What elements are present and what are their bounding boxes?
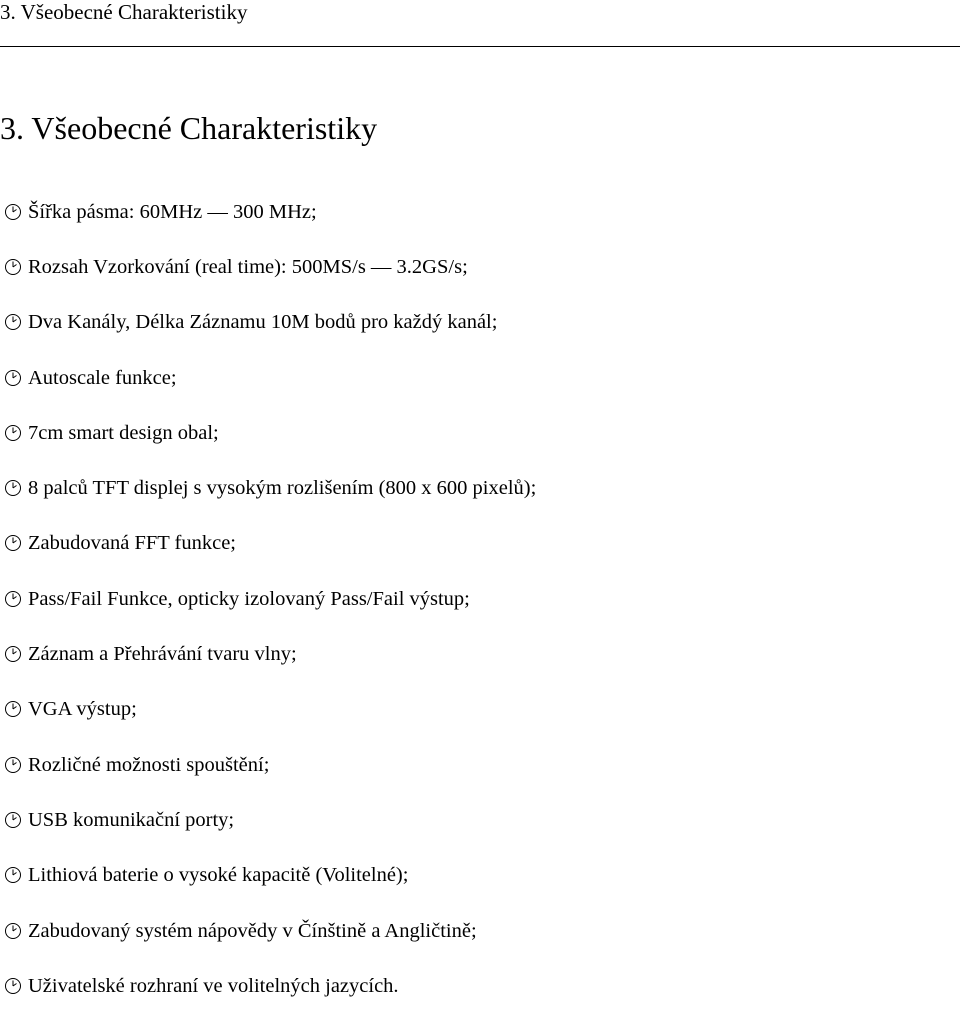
clock-icon — [4, 534, 22, 552]
feature-text: Uživatelské rozhraní ve volitelných jazycích. — [28, 974, 399, 997]
feature-text: Zabudovaná FFT funkce; — [28, 532, 236, 555]
feature-item — [0, 516, 536, 571]
clock-icon — [4, 700, 22, 718]
clock-icon — [4, 922, 22, 940]
feature-item — [0, 405, 536, 460]
feature-item — [0, 903, 536, 958]
feature-item — [0, 848, 536, 903]
feature-item — [0, 626, 536, 681]
feature-text: Dva Kanály, Délka Záznamu 10M bodů pro každý kanál; — [28, 311, 498, 334]
feature-text: USB komunikační porty; — [28, 808, 235, 831]
feature-item — [0, 571, 536, 626]
clock-icon — [4, 258, 22, 276]
feature-text: Rozličné možnosti spouštění; — [28, 753, 270, 776]
feature-text: Záznam a Přehrávání tvaru vlny; — [28, 643, 297, 666]
clock-icon — [4, 479, 22, 497]
feature-item — [0, 184, 536, 239]
clock-icon — [4, 756, 22, 774]
feature-text: 7cm smart design obal; — [28, 421, 219, 444]
feature-item — [0, 682, 536, 737]
feature-text: Rozsah Vzorkování (real time): 500MS/s — 3.2GS/s; — [28, 255, 468, 278]
feature-item — [0, 460, 536, 515]
feature-item — [0, 958, 536, 1013]
clock-icon — [4, 590, 22, 608]
clock-icon — [4, 811, 22, 829]
clock-icon — [4, 645, 22, 663]
feature-item — [0, 737, 536, 792]
clock-icon — [4, 424, 22, 442]
feature-text: Šířka pásma: 60MHz — 300 MHz; — [28, 200, 317, 223]
feature-text: Zabudovaný systém nápovědy v Čínštině a Angličtině; — [28, 919, 477, 942]
clock-icon — [4, 203, 22, 221]
feature-list — [0, 184, 536, 1013]
feature-item — [0, 350, 536, 405]
clock-icon — [4, 977, 22, 995]
clock-icon — [4, 866, 22, 884]
section-title: 3. Všeobecné Charakteristiky — [0, 110, 378, 146]
feature-text: VGA výstup; — [28, 698, 137, 721]
feature-text: Autoscale funkce; — [28, 366, 177, 389]
feature-text: Pass/Fail Funkce, opticky izolovaný Pass/Fail výstup; — [28, 587, 470, 610]
feature-item — [0, 295, 536, 350]
feature-text: 8 palců TFT displej s vysokým rozlišením (800 x 600 pixelů); — [28, 477, 537, 500]
header-divider — [0, 46, 960, 47]
feature-text: Lithiová baterie o vysoké kapacitě (Volitelné); — [28, 864, 409, 887]
clock-icon — [4, 313, 22, 331]
feature-item — [0, 239, 536, 294]
clock-icon — [4, 369, 22, 387]
running-header: 3. Všeobecné Charakteristiky — [0, 0, 248, 24]
feature-item — [0, 792, 536, 847]
